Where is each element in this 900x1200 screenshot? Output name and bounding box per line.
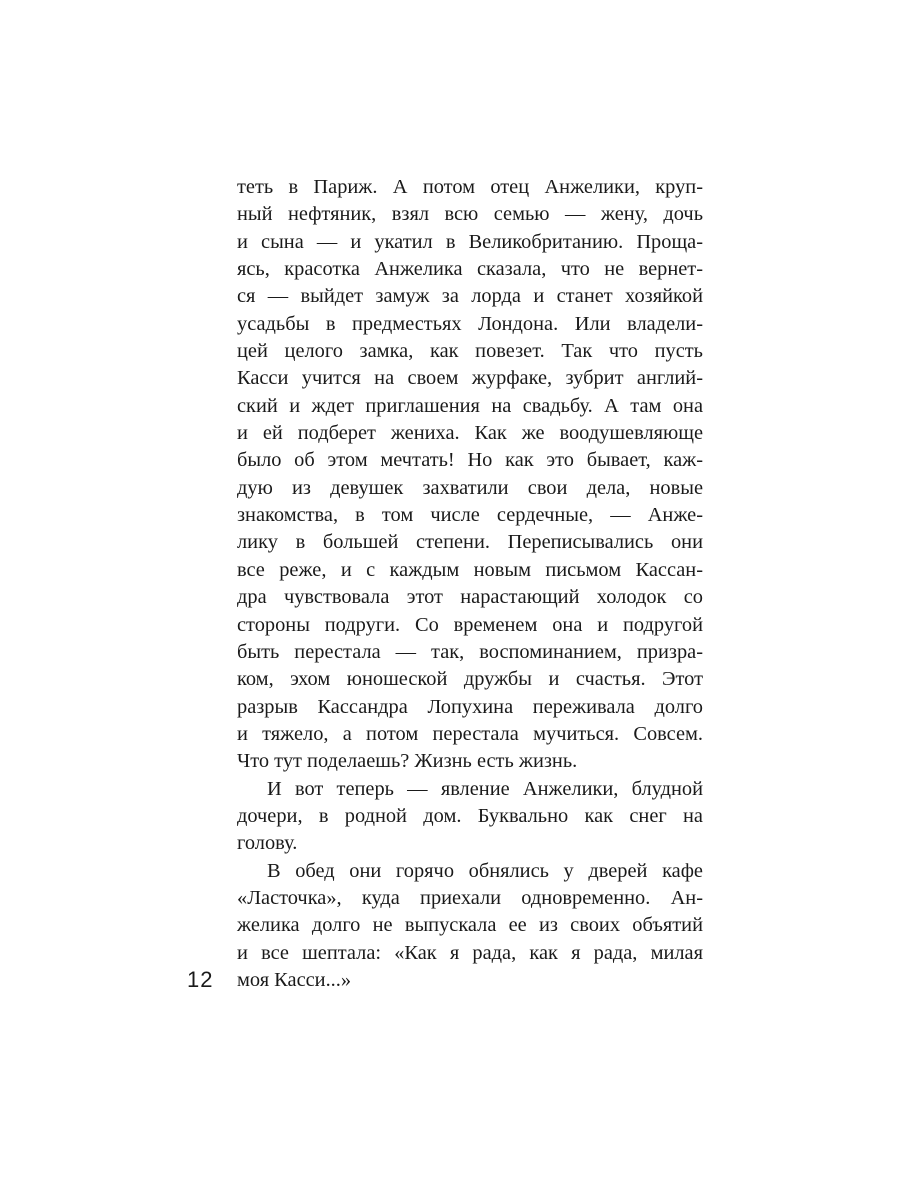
text-line: дочери, в родной дом. Буквально как снег на [237,804,703,827]
text-line: усадьбы в предместьях Лондона. Или владели- [237,312,703,335]
text-line: ся — выйдет замуж за лорда и станет хозяйкой [237,285,703,308]
text-line: было об этом мечтать! Но как это бывает, каж- [237,449,703,472]
text-line: Что тут поделаешь? Жизнь есть жизнь. [237,750,578,773]
text-line: знакомства, в том числе сердечные, — Анже- [237,504,703,527]
text-line: и сына — и укатил в Великобританию. Проща- [237,230,703,253]
text-line: И вот теперь — явление Анжелики, блудной [267,777,703,800]
text-line: ный нефтяник, взял всю семью — жену, дочь [237,203,703,226]
text-line: и ей подберет жениха. Как же воодушевляюще [237,422,703,445]
text-line: В обед они горячо обнялись у дверей кафе [267,859,703,882]
text-line: стороны подруги. Со временем она и подругой [237,613,703,636]
text-line: ком, эхом юношеской дружбы и счастья. Этот [237,668,703,691]
text-line: и все шептала: «Как я рада, как я рада, милая [237,941,703,964]
text-line: ясь, красотка Анжелика сказала, что не вернет- [237,258,703,281]
text-line: и тяжело, а потом перестала мучиться. Совсем. [237,722,703,745]
text-line: все реже, и с каждым новым письмом Кассан- [237,558,703,581]
text-line: ский и ждет приглашения на свадьбу. А там она [237,394,703,417]
text-line: Касси учится на своем журфаке, зубрит англий- [237,367,703,390]
text-line: дра чувствовала этот нарастающий холодок со [237,586,703,609]
body-text [237,174,703,994]
page-number: 12 [187,967,214,992]
text-line: моя Касси...» [237,968,352,991]
text-line: быть перестала — так, воспоминанием, призра- [237,640,703,663]
text-line: цей целого замка, как повезет. Так что пусть [237,340,703,363]
text-line: разрыв Кассандра Лопухина переживала долго [237,695,703,718]
text-line: голову. [237,832,298,855]
text-line: «Ласточка», куда приехали одновременно. Ан- [237,886,703,909]
text-line: дую из девушек захватили свои дела, новые [237,476,703,499]
text-line: желика долго не выпускала ее из своих объятий [237,914,703,937]
text-line: лику в большей степени. Переписывались они [237,531,703,554]
text-line: теть в Париж. А потом отец Анжелики, круп- [237,176,703,198]
